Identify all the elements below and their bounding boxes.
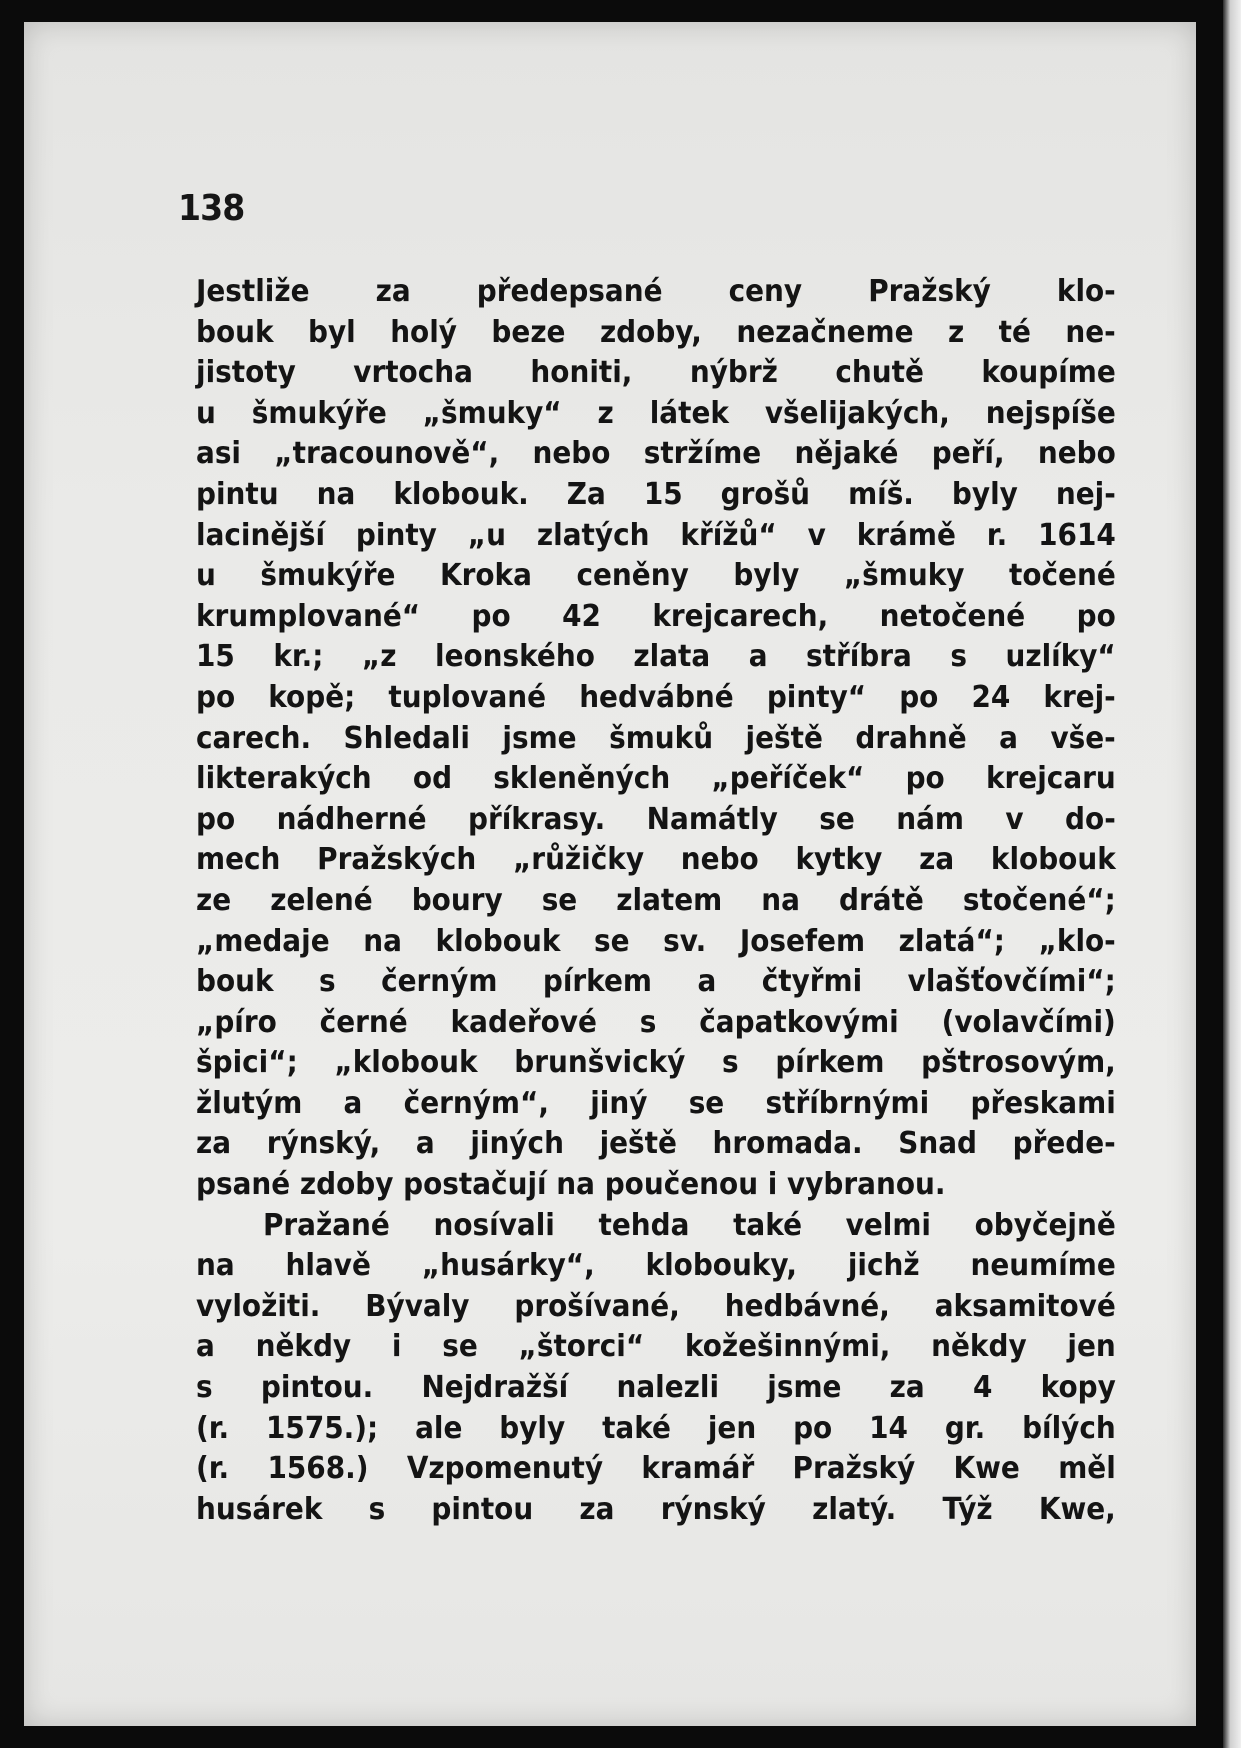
text-line: likterakých od skleněných „peříček“ po krejcaru — [196, 761, 1116, 797]
text-line: u šmukýře Kroka ceněny byly „šmuky točené — [196, 558, 1116, 594]
text-line: carech. Shledali jsme šmuků ještě drahně a vše- — [196, 720, 1116, 756]
text-line: Pražané nosívali tehda také velmi obyčejně — [262, 1207, 1116, 1243]
text-line: (r. 1568.) Vzpomenutý kramář Pražský Kwe měl — [196, 1451, 1116, 1487]
text-line: na hlavě „husárky“, klobouky, jichž neumíme — [196, 1248, 1116, 1284]
text-line: žlutým a černým“, jiný se stříbrnými přeskami — [196, 1085, 1116, 1121]
text-line: 15 kr.; „z leonského zlata a stříbra s uzlíky“ — [196, 639, 1116, 675]
page-number: 138 — [178, 188, 245, 229]
page-edge — [1223, 0, 1241, 1748]
text-line: pintu na klobouk. Za 15 grošů míš. byly nej- — [196, 476, 1116, 512]
text-line: za rýnský, a jiných ještě hromada. Snad přede- — [196, 1126, 1116, 1162]
text-line: psané zdoby postačují na poučenou i vybranou. — [196, 1167, 946, 1203]
text-line: vyložiti. Bývaly prošívané, hedbávné, aksamitové — [196, 1288, 1116, 1324]
text-line: u šmukýře „šmuky“ z látek všelijakých, nejspíše — [196, 395, 1116, 431]
text-line: (r. 1575.); ale byly také jen po 14 gr. bílých — [196, 1410, 1116, 1446]
text-line: krumplované“ po 42 krejcarech, netočené po — [196, 598, 1116, 634]
text-line: asi „tracounově“, nebo stržíme nějaké peří, nebo — [196, 436, 1116, 472]
text-line: a někdy i se „štorci“ kožešinnými, někdy jen — [196, 1329, 1116, 1365]
text-line: ze zelené boury se zlatem na drátě stočené“; — [196, 882, 1116, 918]
body-text — [196, 272, 1116, 1530]
text-line: lacinější pinty „u zlatých křížů“ v krámě r. 1614 — [196, 517, 1116, 553]
text-line: špici“; „klobouk brunšvický s pírkem pštrosovým, — [196, 1045, 1116, 1081]
text-line: bouk s černým pírkem a čtyřmi vlašťovčími“; — [196, 964, 1116, 1000]
text-line: husárek s pintou za rýnský zlatý. Týž Kwe, — [196, 1491, 1116, 1527]
text-line: „medaje na klobouk se sv. Josefem zlatá“; „klo- — [196, 923, 1116, 959]
text-line: po nádherné příkrasy. Namátly se nám v do- — [196, 801, 1116, 837]
text-line: Jestliže za předepsané ceny Pražský klo- — [196, 274, 1116, 309]
text-line: po kopě; tuplované hedvábné pinty“ po 24 krej- — [196, 679, 1116, 715]
text-line: bouk byl holý beze zdoby, nezačneme z té ne- — [196, 314, 1116, 350]
text-line: mech Pražských „růžičky nebo kytky za klobouk — [196, 842, 1116, 878]
text-line: s pintou. Nejdražší nalezli jsme za 4 kopy — [196, 1370, 1116, 1406]
text-line: jistoty vrtocha honiti, nýbrž chutě koupíme — [196, 355, 1116, 391]
text-line: „píro černé kadeřové s čapatkovými (volavčími) — [196, 1004, 1116, 1040]
